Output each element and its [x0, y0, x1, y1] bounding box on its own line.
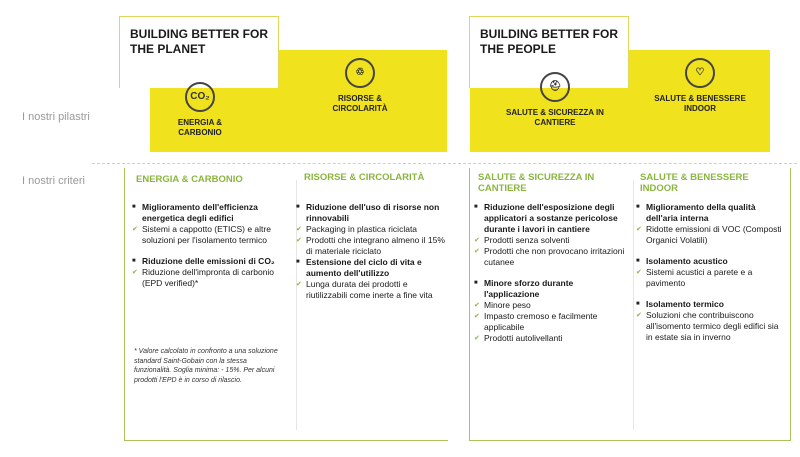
recycle-icon: ♲ — [345, 58, 375, 88]
pillar-energia — [160, 82, 240, 138]
pillar-risorse — [320, 58, 400, 114]
sicurezza-heading: SALUTE & SICUREZZA IN CANTIERE — [478, 172, 595, 194]
risorse-heading: RISORSE & CIRCOLARITÀ — [304, 172, 425, 183]
criterion-bullet: ✔ Riduzione dell'impronta di carbonio (EPD verified)* — [132, 267, 287, 289]
criterion-bullet: ✔ Sistemi acustici a parete e a pavimento — [636, 267, 786, 289]
people-title: BUILDING BETTER FOR THE PEOPLE — [469, 16, 629, 88]
pillar-sicurezza — [505, 72, 605, 128]
worker-helmet-icon: ⛑ — [540, 72, 570, 102]
energia-criteria — [132, 202, 287, 289]
criterion-bullet: ✔ Prodotti che integrano almeno il 15% di materiale riciclato — [296, 235, 446, 257]
footnote: * Valore calcolato in confronto a una soluzione standard Saint-Gobain con la stessa funzionalità. Soglia minima: - 15%. Per alcuni prodotti l'EPD è in corso di rilascio. — [134, 348, 278, 384]
criterion-heading: ■ Miglioramento della qualità dell'aria interna — [636, 202, 786, 224]
planet-title: BUILDING BETTER FOR THE PLANET — [119, 16, 279, 88]
criterion-bullet: ✔ Packaging in plastica riciclata — [296, 224, 446, 235]
energia-heading: ENERGIA & CARBONIO — [136, 174, 243, 185]
criterion-heading: ■ Isolamento acustico — [636, 256, 786, 267]
criterion-bullet: ✔ Prodotti che non provocano irritazioni cutanee — [474, 246, 626, 268]
pillar-benessere-label: SALUTE & BENESSERE INDOOR — [654, 94, 746, 113]
row-divider — [92, 163, 797, 164]
criterion-bullet: ✔ Lunga durata dei prodotti e riutilizzabili come inerte a fine vita — [296, 279, 446, 301]
criterion-heading: ■ Riduzione dell'esposizione degli applicatori a sostanze pericolose durante i lavori in cantiere — [474, 202, 626, 235]
co2-cloud-icon: CO₂ — [185, 82, 215, 112]
benessere-heading: SALUTE & BENESSERE INDOOR — [640, 172, 749, 194]
pillar-sicurezza-label: SALUTE & SICUREZZA IN CANTIERE — [506, 108, 604, 127]
criterion-heading: ■ Isolamento termico — [636, 299, 786, 310]
pillar-energia-label: ENERGIA & CARBONIO — [177, 118, 223, 137]
criterion-bullet: ✔ Ridotte emissioni di VOC (Composti Organici Volatili) — [636, 224, 786, 246]
pillar-benessere — [650, 58, 750, 114]
criterion-bullet: ✔ Sistemi a cappotto (ETICS) e altre soluzioni per l'isolamento termico — [132, 224, 287, 246]
criterion-heading: ■ Estensione del ciclo di vita e aumento dell'utilizzo — [296, 257, 446, 279]
criterion-heading: ■ Miglioramento dell'efficienza energetica degli edifici — [132, 202, 287, 224]
risorse-criteria — [296, 202, 446, 301]
criterion-heading: ■ Riduzione dell'uso di risorse non rinnovabili — [296, 202, 446, 224]
benessere-criteria — [636, 202, 786, 343]
sicurezza-criteria — [474, 202, 626, 344]
criterion-bullet: ✔ Impasto cremoso e facilmente applicabile — [474, 311, 626, 333]
column-separator — [633, 180, 634, 430]
criterion-bullet: ✔ Soluzioni che contribuiscono all'isomento termico degli edifici sia in estate sia in inverno — [636, 310, 786, 343]
pillar-risorse-label: RISORSE & CIRCOLARITÀ — [332, 94, 388, 113]
criterion-bullet: ✔ Prodotti senza solventi — [474, 235, 626, 246]
criterion-bullet: ✔ Prodotti autolivellanti — [474, 333, 626, 344]
criterion-heading: ■ Minore sforzo durante l'applicazione — [474, 278, 626, 300]
criterion-heading: ■ Riduzione delle emissioni di CO₂ — [132, 256, 287, 267]
heart-pulse-icon: ♡ — [685, 58, 715, 88]
row-label-criteria: I nostri criteri — [22, 175, 85, 187]
criterion-bullet: ✔ Minore peso — [474, 300, 626, 311]
row-label-pillars: I nostri pilastri — [22, 111, 90, 123]
